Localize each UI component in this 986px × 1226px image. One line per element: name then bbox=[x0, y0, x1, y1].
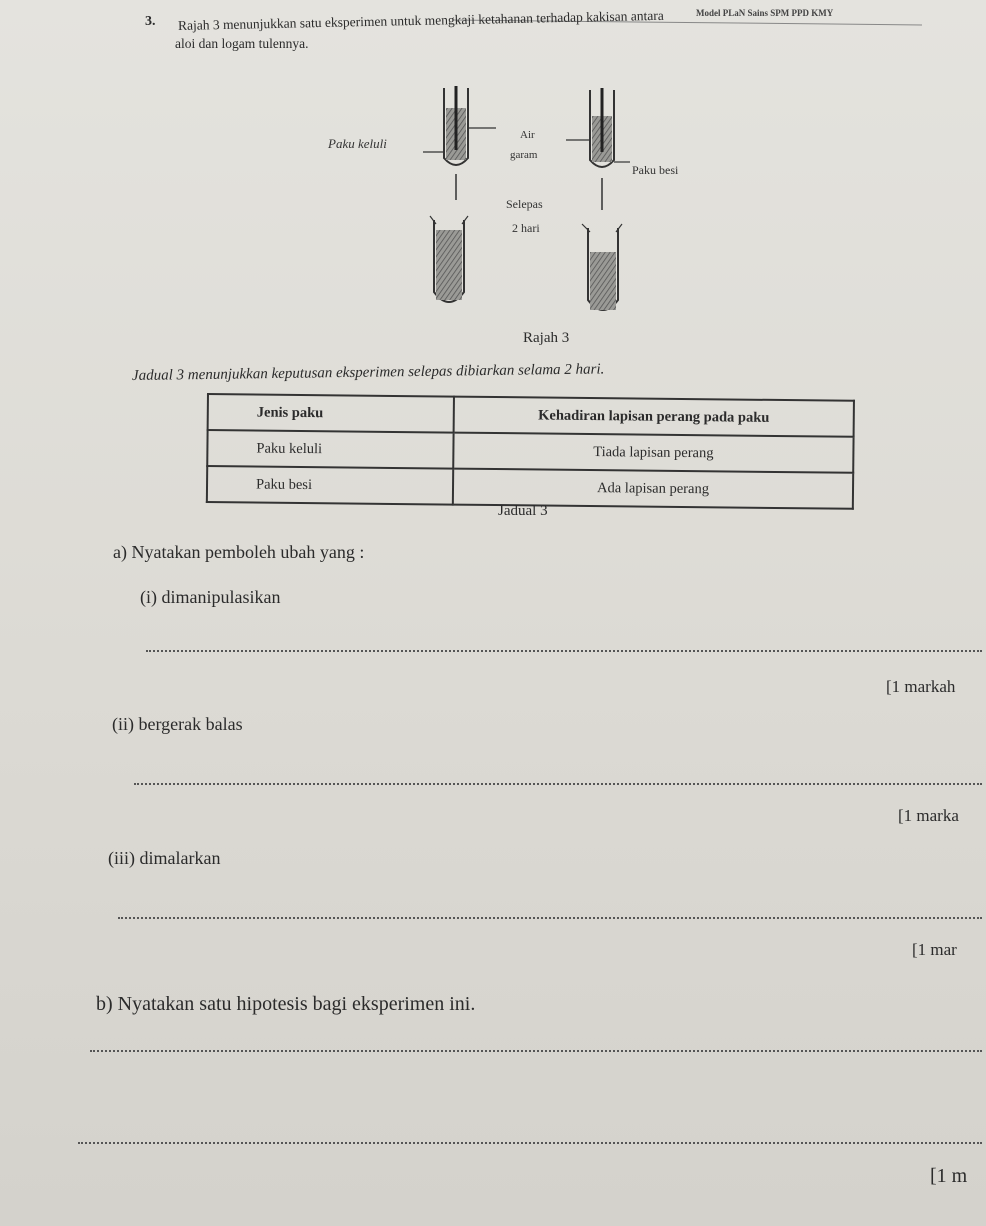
question-text-line-2: aloi dan logam tulennya. bbox=[175, 36, 309, 51]
part-a-ii-label: (ii) bergerak balas bbox=[112, 714, 243, 734]
part-a-iii-label: (iii) dimalarkan bbox=[108, 848, 221, 868]
experiment-diagram bbox=[320, 80, 740, 330]
mark-b: [1 m bbox=[930, 1165, 968, 1187]
label-paku-keluli: Paku keluli bbox=[328, 136, 387, 151]
mark-a-i: [1 markah bbox=[886, 677, 956, 696]
table-cell: Ada lapisan perang bbox=[453, 469, 853, 509]
table-header: Jenis paku bbox=[208, 394, 454, 433]
answer-line-a-iii[interactable] bbox=[118, 917, 982, 919]
table-intro: Jadual 3 menunjukkan keputusan eksperimen selepas dibiarkan selama 2 hari. bbox=[131, 361, 605, 384]
label-2-hari: 2 hari bbox=[512, 221, 540, 235]
part-b-prompt: b) Nyatakan satu hipotesis bagi eksperimen ini. bbox=[96, 993, 476, 1015]
table-header: Kehadiran lapisan perang pada paku bbox=[454, 397, 854, 437]
test-tube-iron-before bbox=[566, 88, 630, 167]
test-tube-steel-before bbox=[423, 86, 496, 165]
part-a-prompt: a) Nyatakan pemboleh ubah yang : bbox=[113, 542, 365, 562]
part-a-i-label: (i) dimanipulasikan bbox=[140, 587, 281, 607]
header-note: Model PLaN Sains SPM PPD KMY bbox=[696, 8, 834, 18]
label-paku-besi: Paku besi bbox=[632, 163, 679, 177]
mark-a-iii: [1 mar bbox=[912, 940, 957, 959]
label-selepas: Selepas bbox=[506, 197, 543, 211]
test-tube-steel-after bbox=[430, 216, 468, 302]
answer-line-a-i[interactable] bbox=[146, 650, 982, 652]
results-table bbox=[206, 393, 855, 510]
table-cell: Paku besi bbox=[207, 466, 453, 505]
question-text-line-1: Rajah 3 menunjukkan satu eksperimen untuk mengkaji ketahanan terhadap kakisan antara bbox=[177, 7, 664, 33]
table-cell: Tiada lapisan perang bbox=[453, 433, 853, 473]
test-tube-iron-after bbox=[582, 224, 622, 310]
label-garam: garam bbox=[510, 149, 538, 161]
answer-line-b-1[interactable] bbox=[90, 1050, 982, 1052]
figure-caption: Rajah 3 bbox=[523, 330, 570, 346]
label-air: Air bbox=[520, 129, 535, 141]
question-number: 3. bbox=[145, 14, 156, 29]
table-cell: Paku keluli bbox=[207, 430, 453, 469]
mark-a-ii: [1 marka bbox=[898, 806, 959, 825]
table-caption: Jadual 3 bbox=[498, 503, 548, 519]
answer-line-a-ii[interactable] bbox=[134, 783, 982, 785]
answer-line-b-2[interactable] bbox=[78, 1142, 982, 1144]
